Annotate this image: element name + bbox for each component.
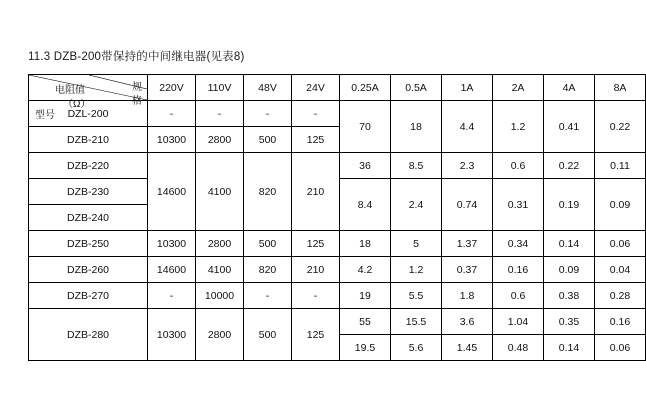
spec-table-container: [28, 74, 631, 361]
header-voltage-3: 24V: [292, 75, 340, 101]
cell-current: 0.22: [595, 101, 646, 153]
cell-voltage: -: [148, 101, 196, 127]
cell-current: 2.3: [442, 153, 493, 179]
cell-voltage: 4100: [196, 257, 244, 283]
cell-current: 0.04: [595, 257, 646, 283]
cell-voltage: 10300: [148, 309, 196, 361]
cell-voltage: 14600: [148, 153, 196, 231]
cell-current: 18: [391, 101, 442, 153]
cell-voltage: 500: [244, 127, 292, 153]
cell-voltage: -: [244, 101, 292, 127]
cell-voltage: 500: [244, 231, 292, 257]
cell-current: 0.16: [493, 257, 544, 283]
cell-current: 0.6: [493, 153, 544, 179]
cell-current: 0.16: [595, 309, 646, 335]
cell-voltage: 500: [244, 309, 292, 361]
header-current-0: 0.25A: [340, 75, 391, 101]
table-row: [29, 231, 646, 257]
cell-voltage: 10300: [148, 231, 196, 257]
header-current-3: 2A: [493, 75, 544, 101]
cell-voltage: -: [244, 283, 292, 309]
cell-current: 0.6: [493, 283, 544, 309]
cell-voltage: -: [148, 283, 196, 309]
cell-voltage: -: [292, 101, 340, 127]
cell-current: 0.06: [595, 231, 646, 257]
cell-current: 0.06: [595, 335, 646, 361]
header-current-2: 1A: [442, 75, 493, 101]
cell-voltage: 2800: [196, 231, 244, 257]
cell-current: 5.5: [391, 283, 442, 309]
corner-ohm-label: （Ω）: [63, 99, 91, 110]
cell-voltage: 820: [244, 153, 292, 231]
cell-current: 0.28: [595, 283, 646, 309]
header-voltage-0: 220V: [148, 75, 196, 101]
cell-current: 8.5: [391, 153, 442, 179]
cell-current: 0.37: [442, 257, 493, 283]
header-current-5: 8A: [595, 75, 646, 101]
header-voltage-1: 110V: [196, 75, 244, 101]
corner-spec-label-top: 规: [132, 82, 142, 93]
cell-voltage: 820: [244, 257, 292, 283]
cell-voltage: 210: [292, 153, 340, 231]
cell-current: 55: [340, 309, 391, 335]
cell-current: 0.38: [544, 283, 595, 309]
cell-voltage: 4100: [196, 153, 244, 231]
row-model: DZB-240: [29, 205, 148, 231]
table-row: [29, 257, 646, 283]
cell-voltage: 10000: [196, 283, 244, 309]
header-current-4: 4A: [544, 75, 595, 101]
cell-current: 0.09: [544, 257, 595, 283]
cell-current: 5.6: [391, 335, 442, 361]
table-row: [29, 309, 646, 335]
cell-current: 0.22: [544, 153, 595, 179]
table-row: [29, 153, 646, 179]
row-model: DZB-280: [29, 309, 148, 361]
cell-voltage: -: [292, 283, 340, 309]
row-model: DZB-220: [29, 153, 148, 179]
corner-resistance-label: 电阻值: [55, 85, 85, 96]
page-title: 11.3 DZB-200带保持的中间继电器(见表8): [28, 51, 245, 63]
cell-current: 19.5: [340, 335, 391, 361]
cell-current: 3.6: [442, 309, 493, 335]
cell-current: 0.11: [595, 153, 646, 179]
cell-current: 1.2: [391, 257, 442, 283]
row-model: DZB-250: [29, 231, 148, 257]
cell-current: 0.09: [595, 179, 646, 231]
cell-current: 4.4: [442, 101, 493, 153]
table-row: [29, 283, 646, 309]
cell-current: 0.14: [544, 335, 595, 361]
cell-current: 19: [340, 283, 391, 309]
cell-current: 0.31: [493, 179, 544, 231]
cell-current: 0.34: [493, 231, 544, 257]
cell-current: 0.19: [544, 179, 595, 231]
cell-current: 70: [340, 101, 391, 153]
cell-voltage: 125: [292, 309, 340, 361]
cell-voltage: 125: [292, 231, 340, 257]
cell-current: 1.8: [442, 283, 493, 309]
cell-current: 0.14: [544, 231, 595, 257]
cell-current: 1.2: [493, 101, 544, 153]
cell-voltage: 10300: [148, 127, 196, 153]
table-row: [29, 101, 646, 127]
cell-current: 36: [340, 153, 391, 179]
cell-voltage: 2800: [196, 127, 244, 153]
cell-current: 8.4: [340, 179, 391, 231]
cell-voltage: 125: [292, 127, 340, 153]
cell-voltage: 210: [292, 257, 340, 283]
cell-current: 2.4: [391, 179, 442, 231]
header-voltage-2: 48V: [244, 75, 292, 101]
cell-current: 1.04: [493, 309, 544, 335]
row-model: DZB-260: [29, 257, 148, 283]
cell-current: 0.48: [493, 335, 544, 361]
cell-voltage: 14600: [148, 257, 196, 283]
row-model: DZL-200: [29, 101, 148, 127]
row-model: DZB-270: [29, 283, 148, 309]
cell-current: 15.5: [391, 309, 442, 335]
cell-current: 0.35: [544, 309, 595, 335]
cell-voltage: 2800: [196, 309, 244, 361]
row-model: DZB-210: [29, 127, 148, 153]
corner-model-label: 型号: [35, 110, 55, 121]
cell-current: 0.41: [544, 101, 595, 153]
cell-current: 4.2: [340, 257, 391, 283]
cell-current: 0.74: [442, 179, 493, 231]
row-model: DZB-230: [29, 179, 148, 205]
cell-current: 5: [391, 231, 442, 257]
corner-spec-label-bottom: 格: [132, 96, 142, 107]
relay-spec-table: [28, 74, 646, 361]
header-current-1: 0.5A: [391, 75, 442, 101]
cell-current: 18: [340, 231, 391, 257]
cell-voltage: -: [196, 101, 244, 127]
cell-current: 1.37: [442, 231, 493, 257]
cell-current: 1.45: [442, 335, 493, 361]
